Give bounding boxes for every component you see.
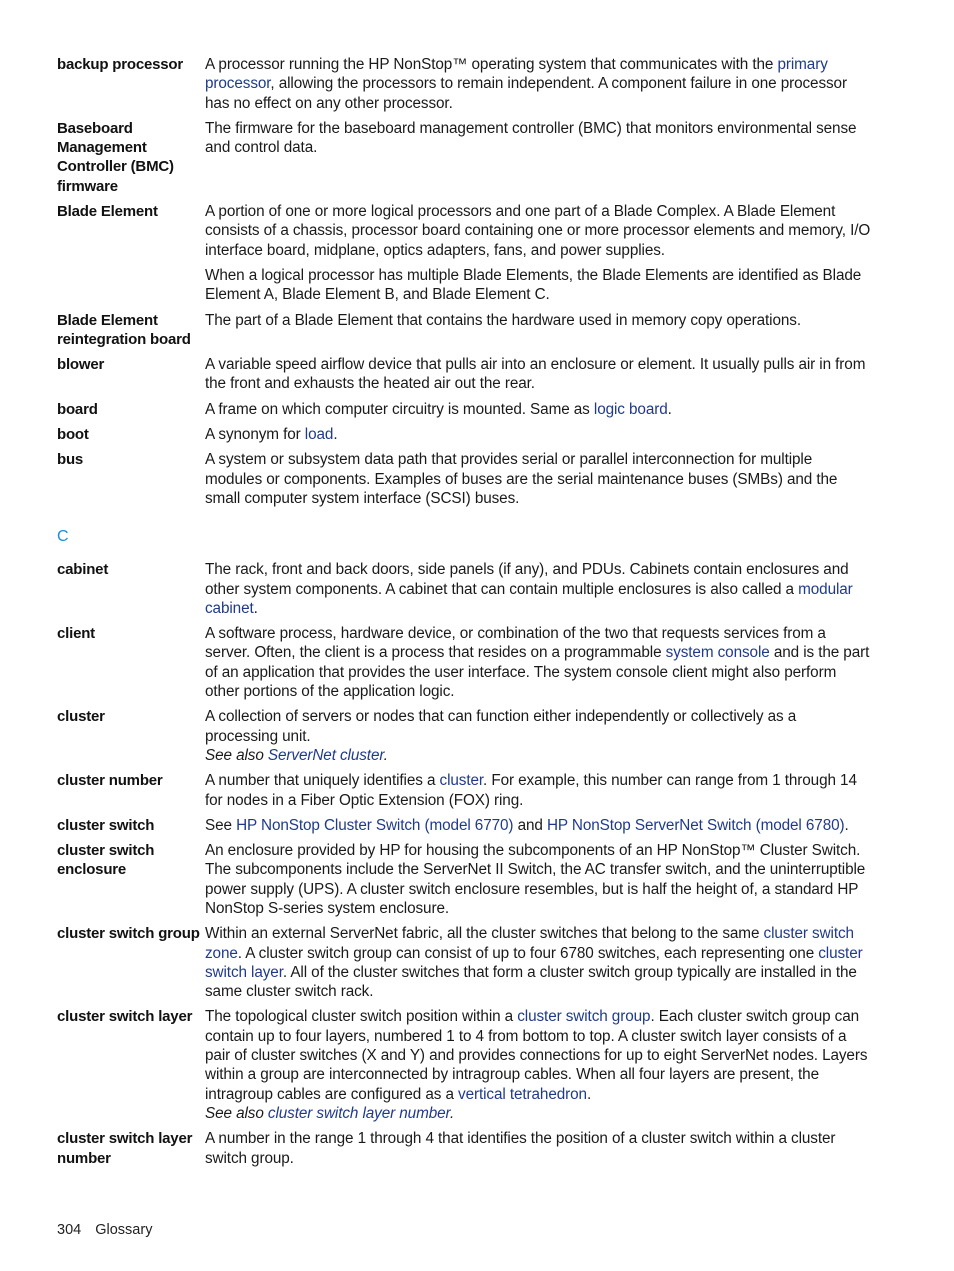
- definition-text: , allowing the processors to remain independent. A component failure in one processor has no effect on any other processor.: [205, 75, 847, 112]
- glossary-entries-c: [57, 560, 872, 1168]
- definition-text: When a logical processor has multiple Blade Elements, the Blade Elements are identified as Blade Element A, Blade Element B, and Blade Element C.: [205, 266, 862, 304]
- glossary-definition: [205, 924, 872, 1001]
- definition-text: A number in the range 1 through 4 that identifies the position of a cluster switch within a cluster switch group.: [205, 1130, 836, 1167]
- glossary-definition: [205, 355, 872, 394]
- glossary-entry-cluster-number: [57, 771, 872, 810]
- glossary-link-load[interactable]: load: [304, 426, 334, 444]
- definition-paragraph: [205, 55, 872, 113]
- definition-text: . A cluster switch group can consist of up to four 6780 switches, each representing one: [237, 944, 819, 962]
- glossary-entry-baseboard-management-controller-bmc-firmware: [57, 119, 872, 196]
- glossary-link-vertical-tetrahedron[interactable]: vertical tetrahedron: [458, 1085, 587, 1103]
- glossary-term: client: [57, 625, 95, 643]
- definition-text: A portion of one or more logical processors and one part of a Blade Complex. A Blade Element consists of a chassis, processor board containing one or more processor elements and memory, I/O interface board, midplane, optics adapters, fans, and power supplies.: [205, 203, 871, 259]
- footer-section: Glossary: [95, 1222, 153, 1238]
- glossary-definition: [205, 1007, 872, 1123]
- glossary-term: cluster switch layer number: [57, 1130, 193, 1167]
- definition-text: The topological cluster switch position within a: [205, 1008, 518, 1026]
- definition-text: .: [844, 816, 849, 834]
- definition-paragraph: [205, 771, 872, 810]
- definition-text: .: [333, 426, 338, 444]
- definition-paragraph: [205, 1129, 872, 1168]
- glossary-definition: [205, 119, 872, 196]
- definition-text: The part of a Blade Element that contains the hardware used in memory copy operations.: [205, 311, 801, 329]
- glossary-term: cluster switch group: [57, 925, 200, 943]
- definition-text: An enclosure provided by HP for housing the subcomponents of an HP NonStop™ Cluster Switch. The subcomponents include the ServerNet II Switch, the AC transfer switch, and the uninterruptible power supply (UPS). A cluster switch enclosure resembles, but is half the height of, a standard HP NonStop S-series system enclosure.: [205, 842, 866, 917]
- glossary-definition: [205, 624, 872, 701]
- glossary-term: cluster switch: [57, 816, 155, 834]
- glossary-definition: [205, 771, 872, 810]
- glossary-definition: [205, 450, 872, 508]
- definition-paragraph: [205, 202, 872, 260]
- definition-paragraph: [205, 816, 872, 835]
- definition-text: A processor running the HP NonStop™ operating system that communicates with the: [205, 56, 778, 73]
- glossary-definition: [205, 707, 872, 765]
- definition-paragraph: [205, 425, 872, 444]
- definition-text: . For example, this number can range from 1 through 14 for nodes in a Fiber Optic Extension (FOX) ring.: [205, 772, 857, 809]
- glossary-term: cabinet: [57, 561, 109, 579]
- definition-paragraph: [205, 560, 872, 618]
- definition-paragraph: [205, 924, 872, 1001]
- glossary-page: [57, 55, 872, 1174]
- glossary-link-servernet-cluster[interactable]: ServerNet cluster: [267, 746, 384, 764]
- glossary-term: Baseboard Management Controller (BMC) firmware: [57, 119, 174, 195]
- definition-paragraph: [205, 311, 872, 330]
- glossary-term: blower: [57, 356, 105, 374]
- definition-text: See: [205, 816, 237, 834]
- definition-text: .: [253, 599, 258, 617]
- glossary-link-cluster[interactable]: cluster: [439, 772, 484, 790]
- definition-text: The firmware for the baseboard management controller (BMC) that monitors environmental sense and control data.: [205, 119, 857, 157]
- glossary-link-cluster-switch-layer[interactable]: cluster switch layer: [205, 944, 863, 981]
- definition-text: A frame on which computer circuitry is mounted. Same as: [205, 400, 594, 418]
- glossary-term: cluster number: [57, 772, 163, 790]
- glossary-entry-cluster-switch-group: [57, 924, 872, 1001]
- glossary-definition: [205, 841, 872, 918]
- definition-text: Within an external ServerNet fabric, all the cluster switches that belong to the same: [205, 925, 764, 943]
- definition-paragraph: [205, 400, 872, 419]
- glossary-definition: [205, 816, 872, 835]
- glossary-link-cluster-switch-zone[interactable]: cluster switch zone: [205, 925, 854, 962]
- definition-text: A collection of servers or nodes that can function either independently or collectively as a processing unit.: [205, 708, 797, 745]
- glossary-entries-b: [57, 55, 872, 508]
- glossary-entry-cluster: [57, 707, 872, 765]
- definition-paragraph: [205, 355, 872, 394]
- glossary-entry-bus: [57, 450, 872, 508]
- glossary-term: cluster switch enclosure: [57, 842, 155, 879]
- definition-text: A number that uniquely identifies a: [205, 772, 440, 790]
- definition-text: .: [449, 1104, 455, 1122]
- glossary-link-cluster-switch-group[interactable]: cluster switch group: [517, 1008, 651, 1026]
- glossary-link-hp-nonstop-servernet-switch-model-6780[interactable]: HP NonStop ServerNet Switch (model 6780): [546, 816, 845, 834]
- page-number: 304: [57, 1222, 82, 1238]
- definition-paragraph: [205, 624, 872, 701]
- definition-paragraph: [205, 119, 872, 158]
- glossary-entry-blade-element: [57, 202, 872, 304]
- glossary-term: Blade Element reintegration board: [57, 311, 191, 348]
- glossary-term: cluster switch layer: [57, 1008, 193, 1026]
- glossary-link-modular-cabinet[interactable]: modular cabinet: [205, 580, 853, 617]
- page-footer: [57, 1222, 152, 1238]
- glossary-link-logic-board[interactable]: logic board: [593, 400, 668, 418]
- glossary-term: bus: [57, 451, 84, 469]
- glossary-entry-boot: [57, 425, 872, 444]
- definition-text: A software process, hardware device, or combination of the two that requests services from a server. Often, the client is a process that resides on a programmable: [205, 625, 826, 662]
- glossary-definition: [205, 311, 872, 350]
- glossary-term: Blade Element: [57, 203, 158, 221]
- definition-paragraph: [205, 707, 872, 765]
- glossary-entry-blade-element-reintegration-board: [57, 311, 872, 350]
- glossary-term: boot: [57, 426, 89, 444]
- glossary-entry-cabinet: [57, 560, 872, 618]
- glossary-definition: [205, 425, 872, 444]
- glossary-link-hp-nonstop-cluster-switch-model-6770[interactable]: HP NonStop Cluster Switch (model 6770): [236, 816, 514, 834]
- glossary-term: cluster: [57, 708, 105, 726]
- definition-text: A synonym for: [205, 426, 305, 444]
- definition-text: .: [383, 746, 388, 764]
- glossary-entry-cluster-switch-enclosure: [57, 841, 872, 918]
- glossary-link-cluster-switch-layer-number[interactable]: cluster switch layer number: [267, 1104, 450, 1122]
- glossary-entry-cluster-switch-layer: [57, 1007, 872, 1123]
- glossary-definition: [205, 400, 872, 419]
- definition-text: .: [667, 400, 672, 418]
- definition-text: . Each cluster switch group can contain up to four layers, numbered 1 to 4 from bottom to top. A cluster switch layer consists of a pair of cluster switches (X and Y) and provides connections for up to eight ServerNet nodes. Layers within a group are interconnected by intragroup cables. When all four layers are present, the intragroup cables are configured as a: [205, 1008, 868, 1103]
- glossary-entry-backup-processor: [57, 55, 872, 113]
- definition-text: See also: [205, 746, 268, 764]
- glossary-definition: [205, 1129, 872, 1168]
- definition-text: and: [513, 816, 547, 834]
- definition-paragraph: [205, 841, 872, 918]
- definition-paragraph: [205, 266, 872, 305]
- definition-paragraph: [205, 1007, 872, 1123]
- glossary-term: board: [57, 400, 98, 418]
- glossary-definition: [205, 55, 872, 113]
- glossary-definition: [205, 560, 872, 618]
- glossary-definition: [205, 202, 872, 304]
- definition-text: The rack, front and back doors, side panels (if any), and PDUs. Cabinets contain enclosures and other system components. A cabinet that can contain multiple enclosures is also called a: [205, 561, 849, 598]
- definition-text: A system or subsystem data path that provides serial or parallel interconnection for multiple modules or components. Examples of buses are the serial maintenance buses (SMBs) and the small computer system interface (SCSI) buses.: [205, 451, 838, 507]
- glossary-entry-cluster-switch-layer-number: [57, 1129, 872, 1168]
- definition-text: and is the part of an application that provides the user interface. The system console client might also perform other portions of the application logic.: [205, 644, 870, 701]
- glossary-entry-blower: [57, 355, 872, 394]
- glossary-entry-client: [57, 624, 872, 701]
- glossary-link-system-console[interactable]: system console: [665, 644, 770, 662]
- glossary-term: backup processor: [57, 56, 184, 73]
- glossary-entry-cluster-switch: [57, 816, 872, 835]
- section-letter-c: C: [57, 528, 69, 546]
- definition-text: A variable speed airflow device that pulls air into an enclosure or element. It usually pulls air in from the front and exhausts the heated air out the rear.: [205, 356, 866, 393]
- glossary-entry-board: [57, 400, 872, 419]
- definition-paragraph: [205, 450, 872, 508]
- definition-text: .: [586, 1085, 592, 1103]
- glossary-link-primary-processor[interactable]: primary processor: [205, 56, 828, 93]
- definition-text: . All of the cluster switches that form a cluster switch group typically are installed in the same cluster switch rack.: [205, 963, 857, 1001]
- definition-text: See also: [205, 1104, 268, 1122]
